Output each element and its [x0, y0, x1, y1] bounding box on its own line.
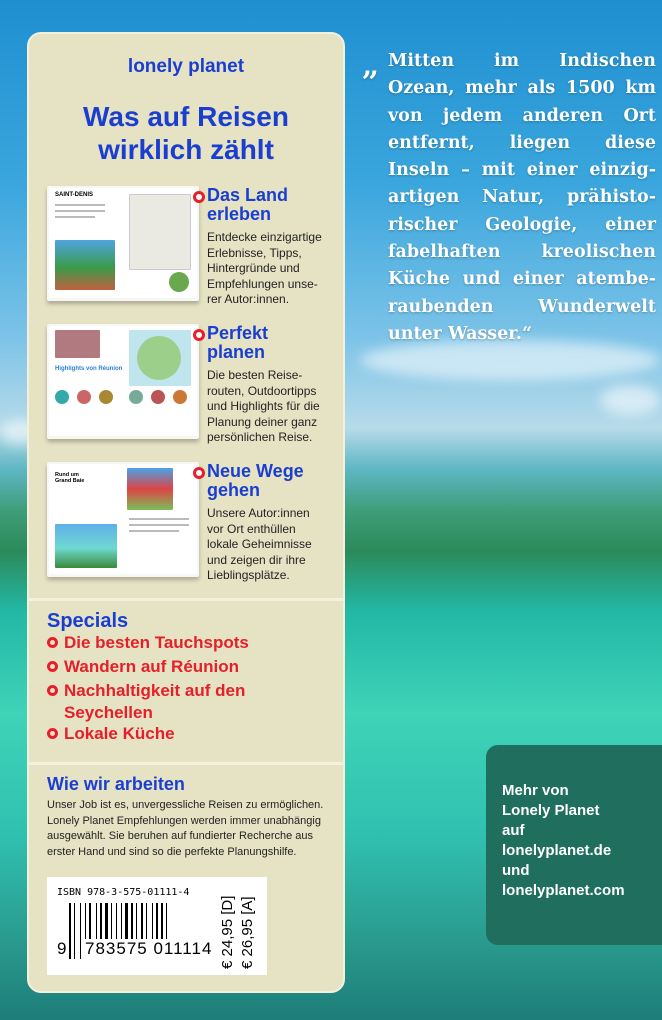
cloud — [600, 385, 660, 415]
feature-title-line: Perfekt — [207, 323, 269, 343]
lonely-planet-logo: lonely planet — [127, 56, 245, 77]
prices — [217, 889, 265, 969]
bullet-icon — [47, 637, 58, 648]
bullet-icon — [47, 685, 58, 696]
feature-title-line: erleben — [207, 204, 272, 224]
desc-line: Lieblingsplätze. — [207, 568, 290, 582]
feature-description — [207, 506, 312, 584]
book-heading: Highlights von Réunion — [55, 366, 123, 372]
special-label: Lokale Küche — [64, 724, 175, 743]
bullet-icon — [193, 467, 205, 479]
price-germany: € 24,95 [D] — [219, 895, 236, 969]
feature-description — [207, 368, 320, 446]
feature-neue-wege — [47, 462, 347, 587]
desc-line: Erlebnisse, Tipps, — [207, 245, 302, 260]
more-line: Mehr von — [502, 782, 569, 799]
divider — [29, 762, 343, 765]
bullet-icon — [193, 191, 205, 203]
headline — [29, 100, 343, 166]
barcode-digits: 783575 011114 — [85, 939, 213, 958]
barcode-bar — [82, 903, 84, 959]
book-preview-image — [47, 324, 199, 439]
feature-title — [207, 324, 268, 362]
quote — [362, 48, 656, 348]
special-label: Die besten Tauchspots — [64, 633, 249, 652]
back-cover-panel — [27, 32, 345, 993]
desc-line: Hintergründe und — [207, 261, 300, 275]
more-from-lonely-planet — [486, 745, 662, 945]
special-label: Wandern auf Réunion — [64, 657, 240, 676]
feature-title-line: planen — [207, 342, 266, 362]
desc-line: lokale Geheimnisse — [207, 537, 312, 551]
desc-line: Entdecke einzigartige — [207, 230, 322, 244]
quote-text: Mitten im Indischen Ozean, mehr als 1500 km von jedem anderen Ort entfernt, liegen diese Inseln – mit einer einzig-artigen Natur, prähisto-rischer Geologie, einer fabelhaften kreolischen Küche und einer atembe-raubenden Wunderwelt unter Wasser.“ — [388, 51, 656, 344]
barcode-bar — [74, 903, 75, 959]
headline-line: wirklich zählt — [98, 134, 274, 165]
barcode-bar — [72, 903, 73, 959]
feature-das-land — [47, 186, 347, 311]
special-item — [47, 656, 239, 678]
feature-perfekt-planen — [47, 324, 347, 449]
special-item — [47, 680, 277, 724]
barcode-bar — [76, 903, 79, 959]
feature-description — [207, 230, 322, 308]
website-link[interactable]: lonelyplanet.de — [502, 842, 612, 859]
quote-mark-icon: „ — [362, 48, 380, 83]
divider — [29, 598, 343, 601]
desc-line: vor Ort enthüllen — [207, 521, 296, 536]
feature-title-line: Neue Wege — [207, 461, 304, 481]
feature-title — [207, 186, 288, 224]
special-item — [47, 632, 249, 654]
desc-line: Planung deiner ganz — [207, 414, 318, 429]
website-link[interactable]: lonelyplanet.com — [502, 882, 625, 899]
more-line: und — [502, 862, 530, 879]
barcode-bar — [80, 903, 81, 959]
how-we-work-title: Wie wir arbeiten — [47, 774, 185, 794]
feature-title — [207, 462, 304, 500]
special-item — [47, 723, 175, 745]
special-label: Nachhaltigkeit auf den Seychellen — [64, 681, 246, 722]
feature-title-line: Das Land — [207, 185, 289, 205]
headline-line: Was auf Reisen — [83, 101, 289, 132]
feature-title-line: gehen — [207, 480, 261, 500]
book-heading: Rund um Grand Baie — [55, 472, 85, 484]
price-austria: € 26,95 [A] — [239, 896, 256, 969]
barcode-bar — [69, 903, 71, 959]
book-preview-image — [47, 186, 199, 301]
bullet-icon — [47, 728, 58, 739]
desc-line: routen, Outdoortipps — [207, 383, 317, 398]
how-we-work-text: Unser Job ist es, unvergessliche Reisen zu ermöglichen. Lonely Planet Empfehlungen werden immer unabhängig ausgewählt. Sie beruhen auf fundierter Recherche aus erster Hand und sind so die perfekte Planungshilfe. — [47, 799, 324, 858]
more-line: Lonely Planet — [502, 802, 600, 819]
desc-line: und Highlights für die — [207, 399, 320, 413]
desc-line: persönlichen Reise. — [207, 430, 313, 444]
specials-title: Specials — [47, 610, 129, 632]
isbn-text: ISBN 978-3-575-01111-4 — [57, 887, 190, 898]
bullet-icon — [193, 329, 205, 341]
bullet-icon — [47, 661, 58, 672]
desc-line: Unsere Autor:innen — [207, 506, 310, 520]
desc-line: rer Autor:innen. — [207, 292, 290, 306]
book-heading: SAINT-DENIS — [55, 192, 94, 198]
more-line: auf — [502, 822, 525, 839]
desc-line: und zeigen dir ihre — [207, 552, 306, 567]
desc-line: Die besten Reise- — [207, 368, 303, 382]
desc-line: Empfehlungen unse- — [207, 276, 318, 291]
isbn-barcode — [47, 877, 267, 975]
barcode-digit: 9 — [57, 939, 67, 958]
book-preview-image — [47, 462, 199, 577]
